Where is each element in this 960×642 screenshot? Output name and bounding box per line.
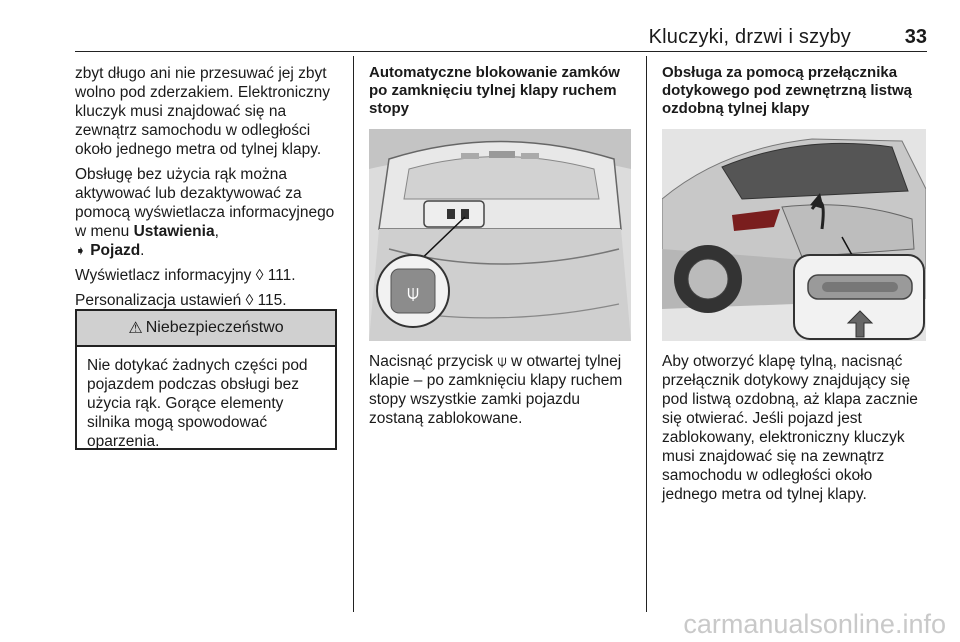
column-divider — [646, 56, 647, 612]
page-number: 33 — [904, 26, 927, 48]
page-reference[interactable]: ◊ 111. — [255, 267, 296, 284]
paragraph: Obsługę bez użycia rąk można aktywować lub dezaktywować za pomocą wyświetlacza informacyjnego w menu Ustawienia, ➧ Pojazd. — [75, 166, 335, 259]
column-3 — [662, 64, 928, 130]
column-divider — [353, 56, 354, 612]
menu-item-vehicle: Pojazd — [90, 242, 141, 259]
menu-arrow-icon: ➧ — [75, 243, 86, 258]
warning-icon: ⚠ — [128, 320, 143, 337]
column-2-caption — [369, 352, 633, 434]
column-3-caption — [662, 352, 928, 510]
warning-box — [75, 309, 337, 450]
paragraph: Nacisnąć przycisk ⍦ w otwartej tylnej klapie – po zamknięciu klapy ruchem stopy wszystkie zamki pojazdu zostaną zablokowane. — [369, 353, 623, 427]
watermark: carmanualsonline.info — [683, 609, 946, 639]
paragraph: Wyświetlacz informacyjny ◊ 111. — [75, 267, 296, 284]
section-heading: Automatyczne blokowanie zamków po zamknięciu tylnej klapy ruchem stopy — [369, 64, 620, 117]
warning-title: Niebezpieczeństwo — [145, 319, 284, 336]
page-reference[interactable]: ◊ 115. — [245, 292, 287, 309]
column-2 — [369, 64, 631, 130]
svg-text:⍦: ⍦ — [407, 280, 419, 304]
paragraph: zbyt długo ani nie przesuwać jej zbyt wolno pod zderzakiem. Elektroniczny kluczyk musi znajdować się na zewnątrz samochodu w odległości około jednego metra od tylnej klapy. — [75, 65, 331, 158]
warning-header — [77, 311, 335, 347]
chapter-title: Kluczyki, drzwi i szyby — [648, 26, 851, 48]
tailgate-lock-illustration — [369, 129, 631, 341]
paragraph: Personalizacja ustawień ◊ 115. — [75, 292, 287, 309]
paragraph: Aby otworzyć klapę tylną, nacisnąć przełącznik dotykowy znajdujący się pod listwą ozdobną, aż klapa zacznie się otwierać. Jeśli pojazd jest zablokowany, elektroniczny kluczyk musi znajdować się na zewnątrz samochodu w odległości około jednego metra od tylnej klapy. — [662, 353, 918, 503]
section-heading: Obsługa za pomocą przełącznika dotykowego pod zewnętrzną listwą ozdobną tylnej klapy — [662, 64, 913, 117]
warning-body: Nie dotykać żadnych części pod pojazdem podczas obsługi bez użycia rąk. Gorące elementy silnika mogą spowodować oparzenia. — [87, 357, 308, 450]
menu-item-settings: Ustawienia — [133, 223, 215, 240]
column-1 — [75, 64, 343, 316]
foot-lock-icon: ⍦ — [497, 353, 507, 370]
tailgate-touch-switch-illustration — [662, 129, 926, 341]
page-header — [75, 25, 927, 52]
